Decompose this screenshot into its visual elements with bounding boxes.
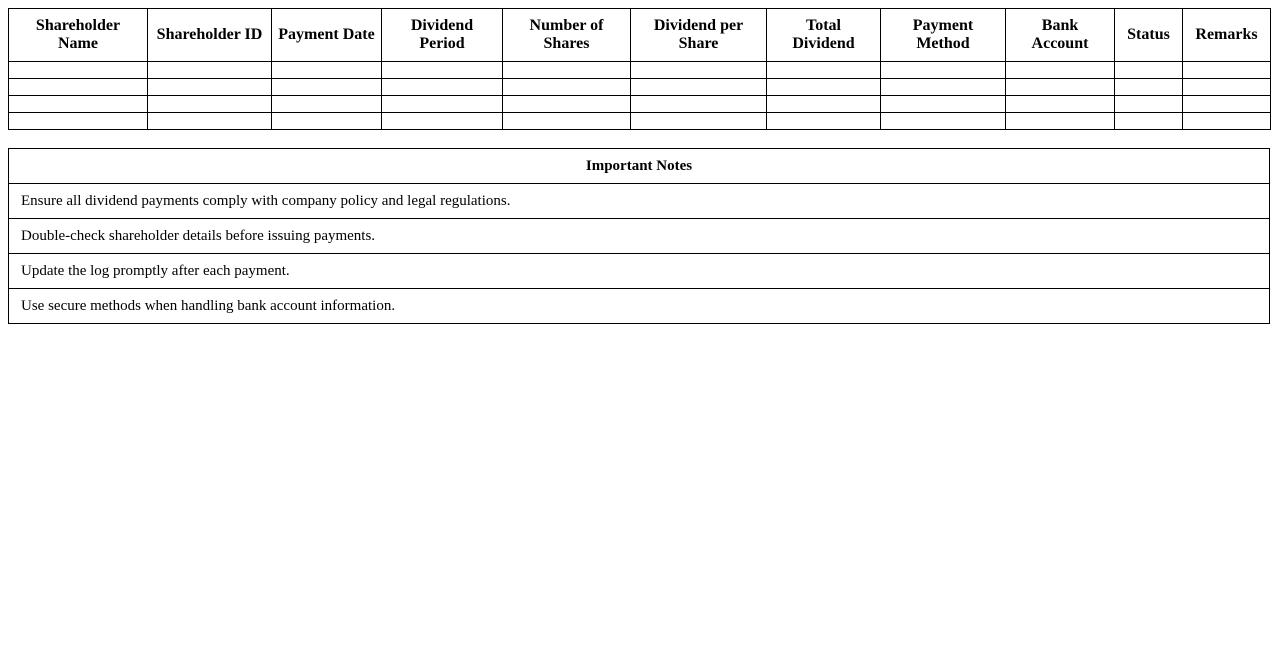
note-row: [9, 219, 1270, 254]
column-header-dividend-period: Dividend Period: [382, 9, 503, 62]
table-cell[interactable]: [1183, 62, 1271, 79]
table-cell[interactable]: [148, 62, 272, 79]
table-cell[interactable]: [767, 96, 881, 113]
column-header-bank-account: Bank Account: [1006, 9, 1115, 62]
table-cell[interactable]: [9, 62, 148, 79]
table-cell[interactable]: [1183, 113, 1271, 130]
column-header-dividend-per-share: Dividend per Share: [631, 9, 767, 62]
column-header-status: Status: [1115, 9, 1183, 62]
note-item: Update the log promptly after each payment.: [9, 254, 1270, 289]
table-cell[interactable]: [1006, 96, 1115, 113]
table-cell[interactable]: [148, 96, 272, 113]
note-item: Ensure all dividend payments comply with company policy and legal regulations.: [9, 184, 1270, 219]
dividend-payment-log-table: [8, 8, 1271, 130]
table-cell[interactable]: [881, 62, 1006, 79]
table-cell[interactable]: [382, 113, 503, 130]
table-row: [9, 62, 1271, 79]
note-row: [9, 289, 1270, 324]
table-cell[interactable]: [1006, 62, 1115, 79]
table-row: [9, 113, 1271, 130]
table-cell[interactable]: [767, 113, 881, 130]
table-cell[interactable]: [1115, 62, 1183, 79]
table-cell[interactable]: [9, 96, 148, 113]
log-table-header-row: [9, 9, 1271, 62]
table-cell[interactable]: [382, 79, 503, 96]
table-cell[interactable]: [1183, 79, 1271, 96]
important-notes-table: [8, 148, 1270, 324]
table-cell[interactable]: [382, 62, 503, 79]
table-cell[interactable]: [503, 96, 631, 113]
notes-header-row: [9, 149, 1270, 184]
table-cell[interactable]: [631, 96, 767, 113]
column-header-total-dividend: Total Dividend: [767, 9, 881, 62]
table-cell[interactable]: [1006, 113, 1115, 130]
table-cell[interactable]: [382, 96, 503, 113]
table-cell[interactable]: [148, 113, 272, 130]
table-cell[interactable]: [272, 113, 382, 130]
column-header-remarks: Remarks: [1183, 9, 1271, 62]
table-cell[interactable]: [272, 79, 382, 96]
table-cell[interactable]: [503, 113, 631, 130]
column-header-payment-date: Payment Date: [272, 9, 382, 62]
table-cell[interactable]: [881, 96, 1006, 113]
table-cell[interactable]: [9, 79, 148, 96]
table-cell[interactable]: [631, 113, 767, 130]
note-row: [9, 254, 1270, 289]
column-header-shareholder-name: Shareholder Name: [9, 9, 148, 62]
note-item: Use secure methods when handling bank account information.: [9, 289, 1270, 324]
table-cell[interactable]: [503, 79, 631, 96]
note-item: Double-check shareholder details before issuing payments.: [9, 219, 1270, 254]
table-cell[interactable]: [1115, 79, 1183, 96]
column-header-payment-method: Payment Method: [881, 9, 1006, 62]
notes-title: Important Notes: [9, 149, 1270, 184]
column-header-shareholder-id: Shareholder ID: [148, 9, 272, 62]
table-cell[interactable]: [767, 62, 881, 79]
table-cell[interactable]: [631, 62, 767, 79]
table-cell[interactable]: [1115, 96, 1183, 113]
table-cell[interactable]: [9, 113, 148, 130]
table-cell[interactable]: [1183, 96, 1271, 113]
table-cell[interactable]: [148, 79, 272, 96]
table-cell[interactable]: [272, 96, 382, 113]
table-cell[interactable]: [1115, 113, 1183, 130]
column-header-number-of-shares: Number of Shares: [503, 9, 631, 62]
table-cell[interactable]: [503, 62, 631, 79]
table-cell[interactable]: [881, 113, 1006, 130]
log-table-body: [9, 62, 1271, 130]
table-cell[interactable]: [1006, 79, 1115, 96]
note-row: [9, 184, 1270, 219]
table-cell[interactable]: [272, 62, 382, 79]
table-cell[interactable]: [631, 79, 767, 96]
table-row: [9, 96, 1271, 113]
table-cell[interactable]: [881, 79, 1006, 96]
table-row: [9, 79, 1271, 96]
table-cell[interactable]: [767, 79, 881, 96]
